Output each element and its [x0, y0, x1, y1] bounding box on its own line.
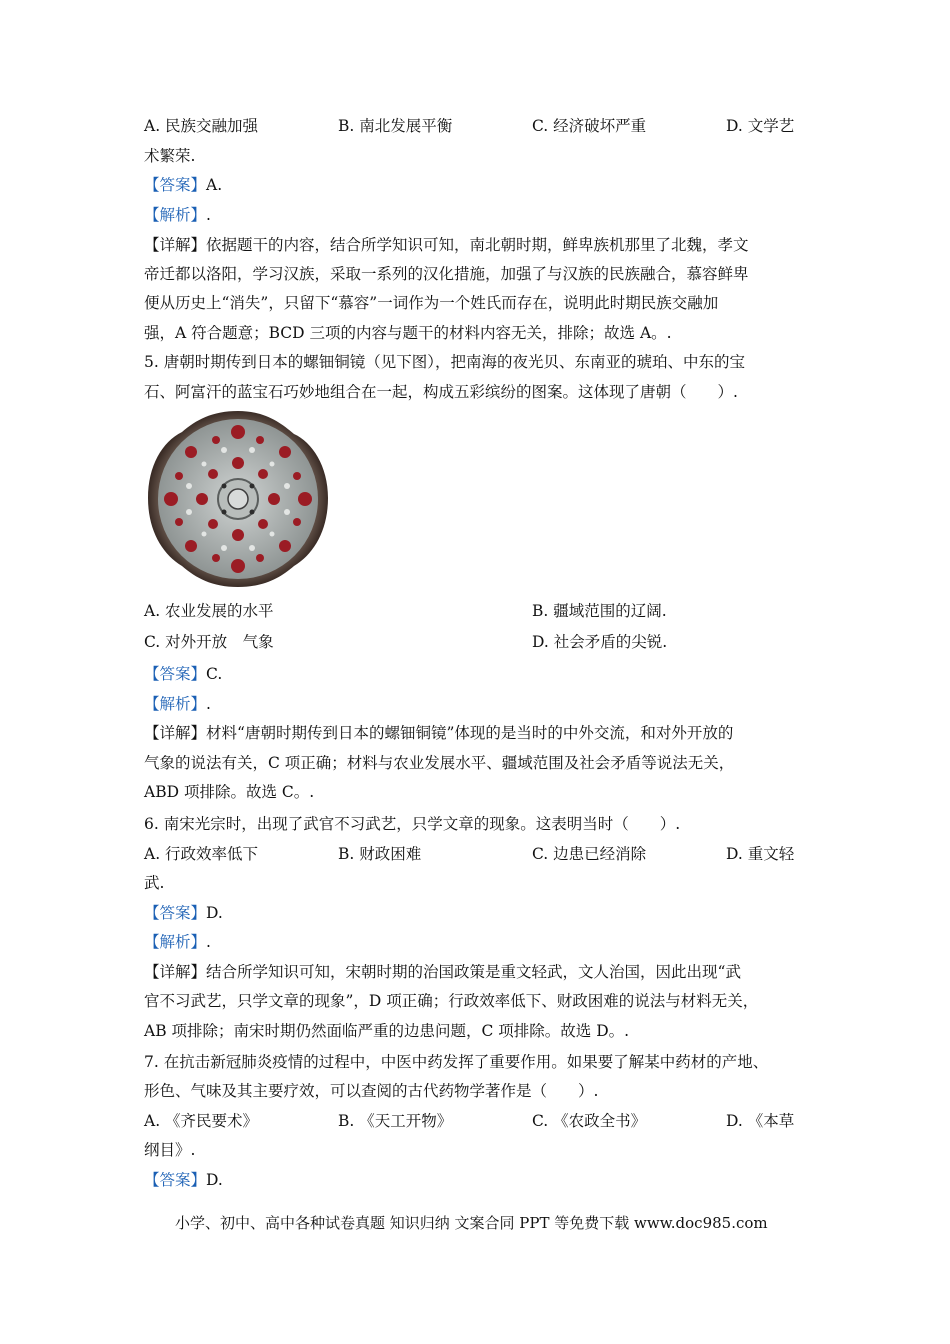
q6-option-d: D. 重文轻 — [726, 845, 795, 863]
q7-option-d: D. 《本草 — [726, 1112, 795, 1130]
mirror-illustration — [144, 408, 332, 590]
q7-option-c: C. 《农政全书》 — [532, 1112, 647, 1130]
answer-value: A. — [206, 176, 223, 194]
analysis-tag: 【解析】 — [144, 933, 207, 951]
answer-tag: 【答案】 — [144, 904, 207, 922]
q4-analysis — [144, 205, 211, 225]
q5-detail-line: 气象的说法有关，C 项正确；材料与农业发展水平、疆域范围及社会矛盾等说法无关， — [144, 754, 735, 772]
detail-text: 依据题干的内容，结合所学知识可知，南北朝时期，鲜卑族机那里了北魏，孝文 — [206, 236, 749, 254]
q5-option-d: D. 社会矛盾的尖锐. — [532, 633, 668, 651]
q7-option-b: B. 《天工开物》 — [338, 1112, 453, 1130]
q4-option-d: D. 文学艺 — [726, 117, 795, 135]
answer-value: C. — [206, 665, 223, 683]
q6-answer — [144, 903, 223, 923]
detail-tag: 【详解】 — [144, 724, 207, 742]
q5-answer — [144, 664, 222, 684]
detail-text: 结合所学知识可知，宋朝时期的治国政策是重文轻武，文人治国，因此出现“武 — [206, 963, 741, 981]
q5-detail-line: ABD 项排除。故选 C。. — [144, 783, 315, 801]
detail-tag: 【详解】 — [144, 963, 207, 981]
q7-option-d-continued: 纲目》. — [144, 1141, 196, 1159]
q6-option-a: A. 行政效率低下 — [144, 845, 259, 863]
q6-option-c: C. 边患已经消除 — [532, 845, 647, 863]
answer-tag: 【答案】 — [144, 665, 207, 683]
analysis-value: . — [206, 933, 211, 951]
mother-of-pearl-bronze-mirror-image — [144, 408, 332, 590]
q7-answer — [144, 1170, 223, 1190]
q5-analysis — [144, 694, 211, 714]
q5-option-c: C. 对外开放 气象 — [144, 633, 274, 651]
q4-option-b: B. 南北发展平衡 — [338, 117, 453, 135]
detail-tag: 【详解】 — [144, 236, 207, 254]
q7-option-a: A. 《齐民要术》 — [144, 1112, 259, 1130]
answer-tag: 【答案】 — [144, 176, 207, 194]
q6-detail-line: 官不习武艺，只学文章的现象”，D 项正确；行政效率低下、财政困难的说法与材料无关， — [144, 992, 759, 1010]
q4-detail-line — [144, 235, 749, 255]
answer-tag: 【答案】 — [144, 1171, 207, 1189]
center-knob — [228, 489, 248, 509]
q4-option-d-continued: 术繁荣. — [144, 147, 196, 165]
q4-option-a: A. 民族交融加强 — [144, 117, 259, 135]
q4-answer — [144, 175, 222, 195]
analysis-value: . — [206, 206, 211, 224]
q4-option-c: C. 经济破坏严重 — [532, 117, 647, 135]
q6-analysis — [144, 932, 211, 952]
answer-value: D. — [206, 904, 223, 922]
q6-option-b: B. 财政困难 — [338, 845, 422, 863]
page-footer: 小学、初中、高中各种试卷真题 知识归纳 文案合同 PPT 等免费下载 www.doc985.com — [175, 1214, 768, 1232]
q6-detail-line — [144, 962, 741, 982]
q5-option-b: B. 疆域范围的辽阔. — [532, 602, 667, 620]
analysis-value: . — [206, 695, 211, 713]
analysis-tag: 【解析】 — [144, 206, 207, 224]
q4-detail-line: 帝迁都以洛阳，学习汉族，采取一系列的汉化措施，加强了与汉族的民族融合，慕容鲜卑 — [144, 265, 749, 283]
q6-stem: 6. 南宋光宗时，出现了武官不习武艺，只学文章的现象。这表明当时（ ）. — [144, 815, 681, 833]
q5-option-a: A. 农业发展的水平 — [144, 602, 274, 620]
q5-stem-line: 5. 唐朝时期传到日本的螺钿铜镜（见下图），把南海的夜光贝、东南亚的琥珀、中东的宝 — [144, 353, 745, 371]
q6-option-d-continued: 武. — [144, 874, 165, 892]
q4-detail-line: 便从历史上“消失”，只留下“慕容”一词作为一个姓氏而存在，说明此时期民族交融加 — [144, 294, 719, 312]
q6-detail-line: AB 项排除；南宋时期仍然面临严重的边患问题，C 项排除。故选 D。. — [144, 1022, 630, 1040]
q5-detail-line — [144, 723, 733, 743]
answer-value: D. — [206, 1171, 223, 1189]
q7-stem-line: 形色、气味及其主要疗效，可以查阅的古代药物学著作是（ ）. — [144, 1082, 599, 1100]
q7-stem-line: 7. 在抗击新冠肺炎疫情的过程中，中医中药发挥了重要作用。如果要了解某中药材的产地、 — [144, 1053, 769, 1071]
q5-stem-line: 石、阿富汗的蓝宝石巧妙地组合在一起，构成五彩缤纷的图案。这体现了唐朝（ ）. — [144, 383, 738, 401]
analysis-tag: 【解析】 — [144, 695, 207, 713]
detail-text: 材料“唐朝时期传到日本的螺钿铜镜”体现的是当时的中外交流，和对外开放的 — [206, 724, 734, 742]
q4-detail-line: 强，A 符合题意；BCD 三项的内容与题干的材料内容无关，排除；故选 A。. — [144, 324, 672, 342]
